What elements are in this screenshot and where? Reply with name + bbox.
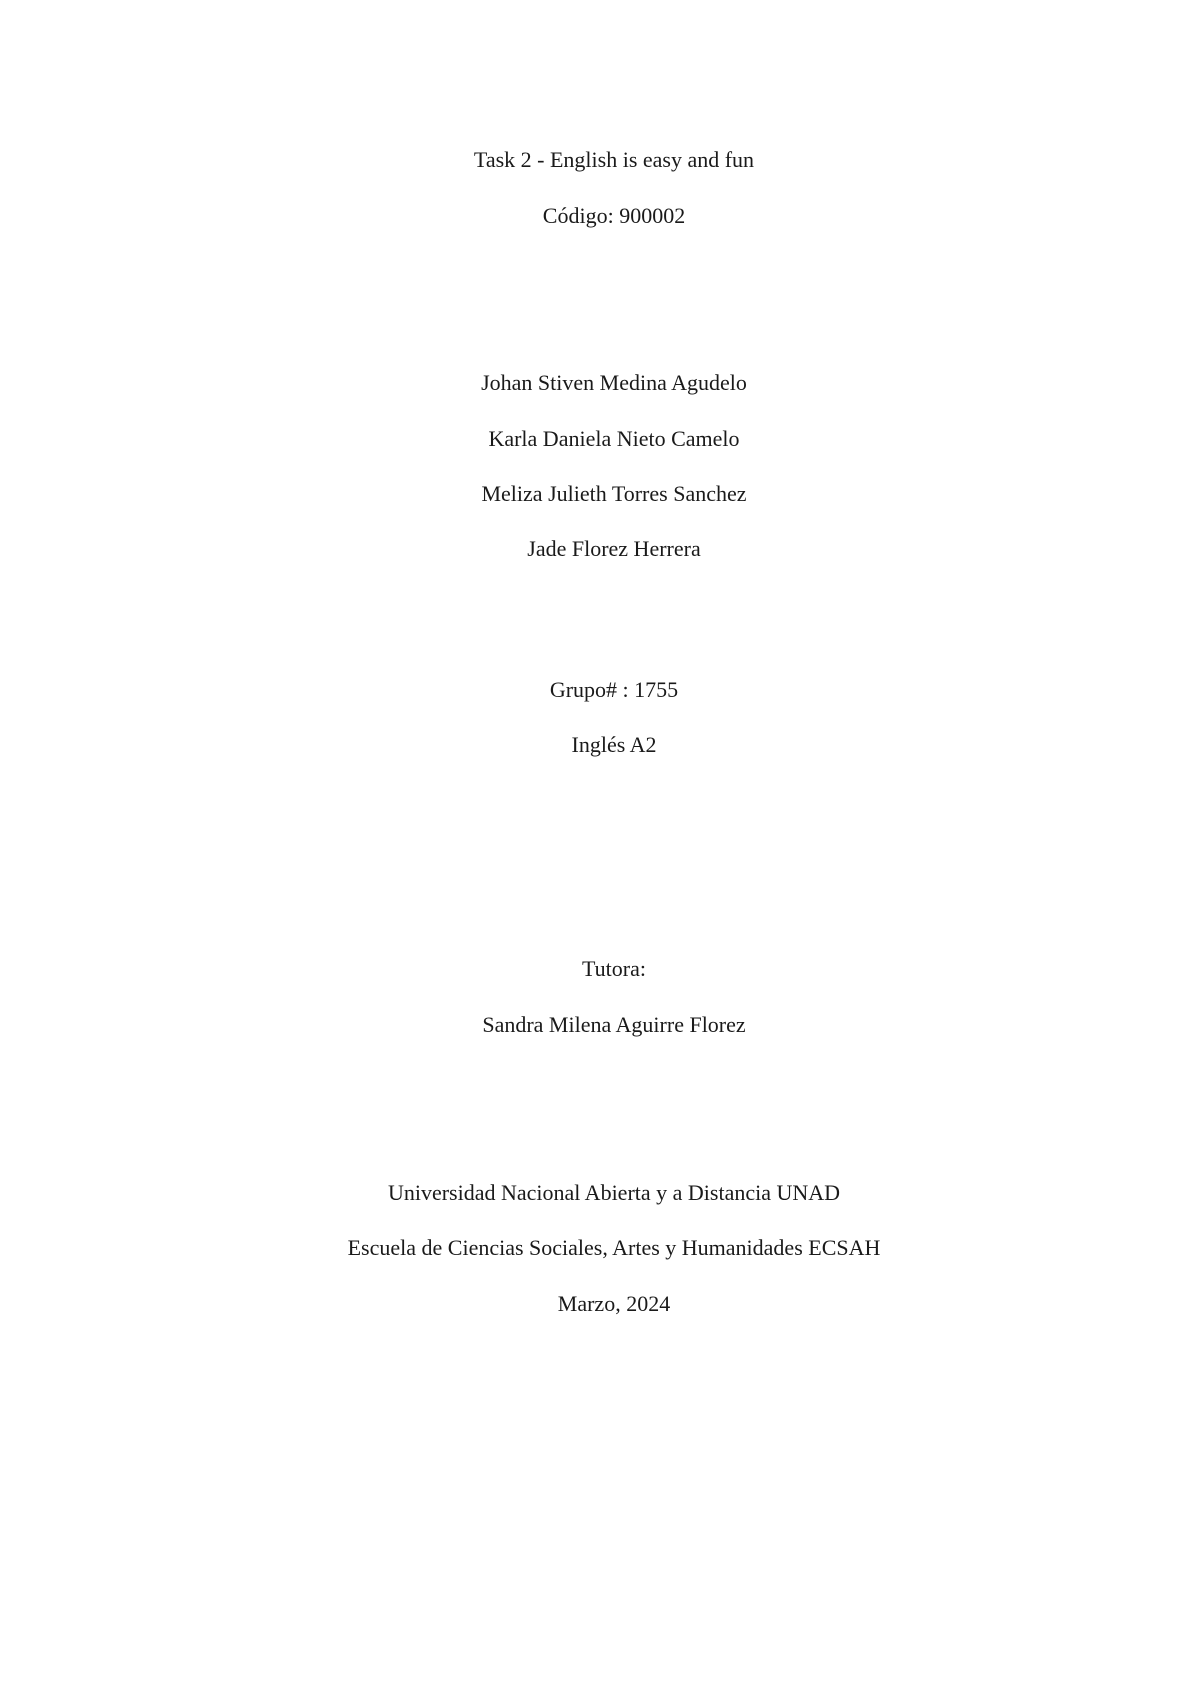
author-name-text: Karla Daniela Nieto Camelo <box>488 426 740 451</box>
author-name-text: Meliza Julieth Torres Sanchez <box>481 481 747 506</box>
course-name <box>0 731 1200 759</box>
author-name <box>0 425 1200 453</box>
university-name-text: Universidad Nacional Abierta y a Distancia UNAD <box>387 1180 841 1205</box>
tutor-name-text: Sandra Milena Aguirre Florez <box>482 1012 746 1037</box>
university-name <box>0 1179 1200 1207</box>
course-code <box>0 202 1200 230</box>
document-date-text: Marzo, 2024 <box>557 1291 671 1316</box>
author-name <box>0 369 1200 397</box>
author-name-text: Jade Florez Herrera <box>527 536 701 561</box>
school-name <box>0 1234 1200 1262</box>
document-title <box>0 146 1200 174</box>
group-number-text: Grupo# : 1755 <box>549 677 679 702</box>
author-name-text: Johan Stiven Medina Agudelo <box>481 370 747 395</box>
course-code-text: Código: 900002 <box>542 203 686 228</box>
document-date <box>0 1290 1200 1318</box>
school-name-text: Escuela de Ciencias Sociales, Artes y Humanidades ECSAH <box>347 1235 881 1260</box>
course-name-text: Inglés A2 <box>571 732 657 757</box>
tutor-name <box>0 1011 1200 1039</box>
group-number <box>0 676 1200 704</box>
document-title-text: Task 2 - English is easy and fun <box>473 147 755 172</box>
author-name <box>0 480 1200 508</box>
tutor-label-text: Tutora: <box>582 956 646 981</box>
tutor-label <box>0 955 1200 983</box>
author-name <box>0 535 1200 563</box>
